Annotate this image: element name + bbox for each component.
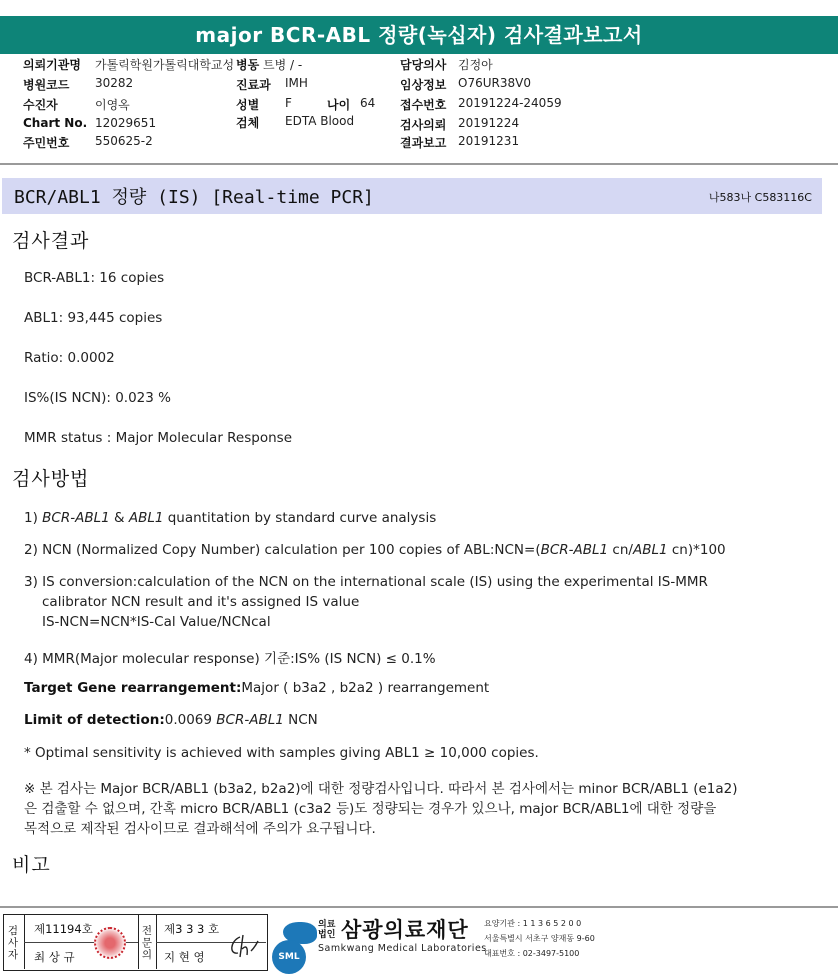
request-label: 검사의뢰 <box>400 118 447 132</box>
lod-unit: NCN <box>283 712 318 728</box>
id-value: 550625-2 <box>95 134 153 148</box>
doctor-label: 담당의사 <box>400 58 447 72</box>
tester-label: 검사자 <box>7 925 19 961</box>
sex-label: 성별 <box>236 98 260 112</box>
age-label: 나이 <box>327 98 351 112</box>
org-name: 삼광의료재단 <box>341 918 469 942</box>
method-1-prefix: 1) <box>24 510 43 526</box>
method-2-text: 2) NCN (Normalized Copy Number) calculation per 100 copies of ABL:NCN=( <box>24 542 541 558</box>
report-date-label: 결과보고 <box>400 136 447 150</box>
hospital-label: 의뢰기관명 <box>23 58 81 72</box>
lod-label: Limit of detection: <box>24 712 165 728</box>
remarks-heading: 비고 <box>12 854 51 876</box>
id-label: 주민번호 <box>23 136 70 150</box>
code-value: 30282 <box>95 76 134 90</box>
org-type-2: 법인 <box>318 930 336 940</box>
receipt-label: 접수번호 <box>400 98 447 112</box>
result-is-percent: IS%(IS NCN): 0.023 % <box>24 390 171 406</box>
chart-value: 12029651 <box>95 116 157 130</box>
result-abl1: ABL1: 93,445 copies <box>24 310 163 326</box>
patient-info-block <box>0 52 838 162</box>
report-header <box>0 0 838 55</box>
org-code: 요양기관 : 1 1 3 6 5 2 0 0 <box>484 919 582 928</box>
method-1-text: quantitation by standard curve analysis <box>163 510 437 526</box>
report-title: major BCR-ABL 정량(녹십자) 검사결과보고서 <box>0 16 838 54</box>
specimen-label: 검체 <box>236 116 260 130</box>
method-2-suffix: cn)*100 <box>667 542 726 558</box>
dept-label: 진료과 <box>236 78 271 92</box>
method-item-4: 4) MMR(Major molecular response) 기준:IS% (IS NCN) ≤ 0.1% <box>24 651 436 667</box>
code-label: 병원코드 <box>23 78 70 92</box>
test-title: BCR/ABL1 정량 (IS) [Real-time PCR] <box>14 187 374 208</box>
specialist-license: 제3 3 3 호 <box>164 922 220 936</box>
signature-icon <box>226 931 260 961</box>
age-value: 64 <box>360 96 376 110</box>
patient-value: 이영옥 <box>95 98 130 112</box>
method-item-3-line-2: calibrator NCN result and it's assigned IS value <box>42 594 360 610</box>
specimen-value: EDTA Blood <box>285 114 355 128</box>
clinical-label: 임상정보 <box>400 78 447 92</box>
method-1-joiner: & <box>109 510 129 526</box>
report-footer <box>0 908 838 979</box>
method-item-3-line-1: 3) IS conversion:calculation of the NCN on the international scale (IS) using the experimental IS-MMR <box>24 574 708 590</box>
target-gene-value: Major ( b3a2 , b2a2 ) rearrangement <box>241 680 490 696</box>
test-code: 나583나 C583116C <box>708 191 812 204</box>
org-english-name: Samkwang Medical Laboratories <box>318 943 487 954</box>
method-heading: 검사방법 <box>12 468 90 490</box>
request-value: 20191224 <box>458 116 520 130</box>
receipt-value: 20191224-24059 <box>458 96 562 110</box>
hospital-value: 가톨릭학원가톨릭대학교성 <box>95 58 235 72</box>
ward-value: 트병 / - <box>263 58 303 72</box>
chart-label: Chart No. <box>23 116 88 130</box>
sensitivity-note: * Optimal sensitivity is achieved with samples giving ABL1 ≥ 10,000 copies. <box>24 745 539 761</box>
caution-note-line-3: 목적으로 제작된 검사이므로 결과해석에 주의가 요구됩니다. <box>24 821 376 837</box>
tester-license: 제11194호 <box>34 922 93 936</box>
caution-note-line-1: ※ 본 검사는 Major BCR/ABL1 (b3a2, b2a2)에 대한 정량검사입니다. 따라서 본 검사에서는 minor BCR/ABL1 (e1a2) <box>24 781 738 797</box>
org-logo-icon: SML <box>272 940 306 974</box>
method-item-1 <box>24 510 436 526</box>
tester-name: 최 상 규 <box>34 950 75 964</box>
org-type-1: 의료 <box>318 920 336 930</box>
lod-gene: BCR-ABL1 <box>216 712 284 728</box>
divider <box>0 163 838 165</box>
method-1-gene-a: BCR-ABL1 <box>42 510 110 526</box>
result-mmr-status: MMR status : Major Molecular Response <box>24 430 292 446</box>
method-2-joiner: cn/ <box>608 542 633 558</box>
method-2-gene-a: BCR-ABL1 <box>540 542 609 558</box>
target-gene-line <box>24 680 489 696</box>
caution-note-line-2: 은 검출할 수 없으며, 간혹 micro BCR/ABL1 (c3a2 등)도 정량되는 경우가 있으나, major BCR/ABL1에 대한 정량을 <box>24 801 717 817</box>
method-2-gene-b: ABL1 <box>632 542 668 558</box>
org-phone: 대표번호 : 02-3497-5100 <box>484 949 580 958</box>
test-header <box>2 178 822 214</box>
method-item-3-line-3: IS-NCN=NCN*IS-Cal Value/NCNcal <box>42 614 271 630</box>
dept-value: IMH <box>285 76 308 90</box>
method-item-2 <box>24 542 726 558</box>
specialist-label: 전문의 <box>141 925 153 961</box>
result-ratio: Ratio: 0.0002 <box>24 350 115 366</box>
target-gene-label: Target Gene rearrangement: <box>24 680 242 696</box>
patient-label: 수진자 <box>23 98 58 112</box>
sex-value: F <box>285 96 292 110</box>
method-1-gene-b: ABL1 <box>128 510 164 526</box>
seal-stamp-icon <box>94 927 126 959</box>
doctor-value: 김정아 <box>458 58 493 72</box>
ward-label: 병동 <box>236 58 260 72</box>
org-address: 서울특별시 서초구 양재동 9-60 <box>484 934 595 943</box>
results-heading: 검사결과 <box>12 230 90 252</box>
signature-box <box>3 914 268 971</box>
clinical-value: O76UR38V0 <box>458 76 531 90</box>
report-date-value: 20191231 <box>458 134 520 148</box>
sig-divider <box>138 915 139 969</box>
result-bcr-abl1: BCR-ABL1: 16 copies <box>24 270 165 286</box>
lod-line <box>24 712 318 728</box>
lod-value: 0.0069 <box>164 712 217 728</box>
specialist-name: 지 현 영 <box>164 950 205 964</box>
